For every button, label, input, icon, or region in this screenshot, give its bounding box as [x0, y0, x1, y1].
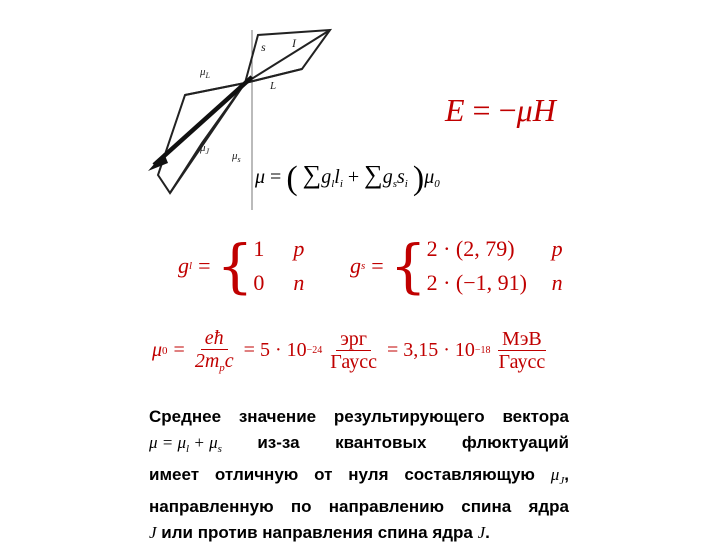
label-s: s — [261, 40, 266, 54]
magnetic-moment-formula: μ = ( $\sum g_ll_i + \sum g_ss_i$ )$\mu_0$ — [255, 160, 440, 197]
energy-formula: E = −μH — [445, 92, 556, 128]
label-mu-J: $\mu_J$ — [200, 142, 210, 156]
lower-parallelogram — [158, 83, 245, 193]
text-line-4: направленную по направлению спина ядра — [149, 497, 569, 516]
explanation-text — [149, 404, 569, 546]
label-mu-s: $\mu_s$ — [232, 150, 241, 164]
text-line-5: J или против направления спина ядра J. — [149, 523, 490, 542]
g-l-formula: g l = { 1 p 0 n — [178, 232, 305, 300]
label-mu-l: $\mu_L$ — [200, 66, 210, 80]
text-line-1: Среднее значение результирующего вектора — [149, 407, 569, 426]
label-L: L — [270, 80, 277, 92]
mu-J-arrowhead — [148, 153, 168, 171]
label-I: I — [292, 36, 296, 50]
text-line-2: $\mu = \mu_l + \mu_s$ из-за квантовых флюктуаций — [149, 430, 569, 462]
fraction-erg-gauss: $\frac{\text{эрг}}{\text{Гаусс}}$ — [330, 327, 377, 373]
mu0-value-formula: μ 0 = $\frac{eħ}{2m_pc}$ = 5 · 10 −24 $\frac{\text{эрг}}{\text{Гаусс}}$ = 3,15 · 10 −18 $\frac{\text{МэВ}}{\text{Гаусс}}$ — [152, 327, 549, 375]
fraction-mev-gauss: $\frac{\text{МэВ}}{\text{Гаусс}}$ — [498, 327, 546, 373]
text-line-3: имеет отличную от нуля составляющую $\mu_J$, — [149, 465, 569, 487]
g-s-formula: g s = { 2 · (2, 79) p 2 · (−1, 91) n — [350, 232, 563, 300]
mu-sum-expression: $\mu = \mu_l + \mu_s$ — [149, 433, 222, 455]
fraction-eh-2mpc: $\frac{eħ}{2m_pc}$ — [194, 327, 234, 374]
